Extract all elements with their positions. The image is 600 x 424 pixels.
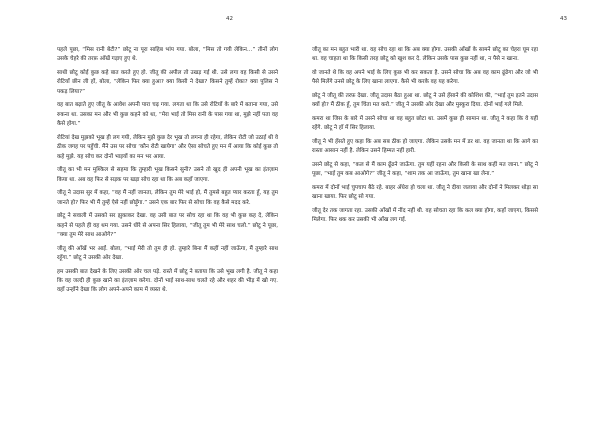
paragraph: साथी छोटू कोई कुछ कहे बात करते हुए हो. जीतू की अपील तो उखड़ गई थी. उसे लगा वह किसी से उसने रोटियाँ छीन ली हों, बोला, “लेकिन फिर क्या हुआ? क्या किसी ने देखा? किसने तुम्हें रोका? क्या पुलिस ने पकड़ लिया?” bbox=[57, 70, 278, 95]
paragraph: जीतू का भी मन मुश्किल से सहमा कि तुम्हारी भूख किसने सुनी? उसने तो खुद ही अपनी भूख का इंतज़ाम किया था. अब वह फिर से सड़क पर खड़ा सोच रहा था कि अब कहाँ जाएगा. bbox=[57, 167, 278, 183]
paragraph: पहले पूछा, “मिस रानी बेटी?” छोटू ना पूरा साहिब भांप गया. बोला, “मिस तो गयी लेकिन…” तीनों लोग उसके चेहरे की तरफ़ आँखें गड़ाए हुए थे. bbox=[57, 47, 278, 63]
paragraph: जीतू की आँखें भर आईं. बोला, “भाई मेरी तो तुम ही हो. तुम्हारे बिना मैं कहीं नहीं जाऊँगा, मैं तुम्हारे साथ रहूँगा.” छोटू ने उसकी ओर देखा. bbox=[57, 245, 278, 262]
paragraph: जीतू ने उदास सुर में कहा, “वह मैं नहीं जानता, लेकिन तुम मेरे भाई हो, मैं तुमसे बहुत प्यार करता हूँ, यह तुम जानते हो? फिर भी मैं तुम्हें ऐसे नहीं छोड़ूँगा.” उसने एक बार फिर से सोचा कि वह कैसे मदद करे. bbox=[57, 190, 278, 206]
paragraph: कमरा में दोनों भाई चुपचाप बैठे रहे. बाहर अँधेरा हो चला था. जीतू ने दीया जलाया और दोनों ने मिलकर थोड़ा सा खाना खाया. फिर छोटू सो गया. bbox=[312, 185, 538, 201]
paragraph: कमरा था जिस के बारे में उसने सोचा था वह बहुत छोटा था. उसमें कुछ ही सामान था. जीतू ने कहा कि वे यहीं रहेंगे. छोटू ने हाँ में सिर हिलाया. bbox=[312, 116, 538, 132]
paragraph: छोटू ने सवाली में उसको सर झुकाकर देखा. वह उसी बात पर सोच रहा था कि वह भी कुछ कह दे, लेकिन कहने से पहले ही वह थम गया. उसने धीरे से अपना सिर हिलाया, “जीतू तुम भी मेरे साथ चलो.” छोटू ने पूछा, “क्या तुम मेरे साथ आओगे?” bbox=[57, 213, 278, 239]
paragraph: रोटियां देख मुझको भूख ही लग गयी, लेकिन मुझे कुछ देर भूख तो लगना ही रहेगा, लेकिन रोटी जो उठाई थी वे ठीक जगह पर पहुँची. मैंने उस पर सोचा ‘कौन रोटी खायेगा’ और ऐसा सोचते हुए मन में आया कि कोई कुछ तो कहे मुझे. यह सोच कर दोनों भाइयों का मन भर आया. bbox=[57, 134, 278, 160]
paragraph: छोटू ने जीतू की तरफ़ देखा. जीतू उदास बैठा हुआ था. छोटू ने उसे हँसाने की कोशिश की, “भाई तुम इतने उदास क्यों हो? मैं ठीक हूँ, तुम चिंता मत करो.” जीतू ने उसकी ओर देखा और मुस्कुरा दिया. दोनों भाई गले मिले. bbox=[312, 93, 538, 109]
right-page-text bbox=[312, 46, 538, 230]
paragraph: जीतू का मन बहुत भारी था. वह सोच रहा था कि अब क्या होगा. उसकी आँखों के सामने छोटू का चेहरा घूम रहा था. वह चाहता था कि किसी तरह छोटू को खुश कर दे. लेकिन उसके पास कुछ नहीं था, न पैसे न खाना. bbox=[312, 47, 538, 63]
paragraph: जीतू देर तक जागता रहा. उसकी आँखों में नींद नहीं थी. वह सोचता रहा कि कल क्या होगा, कहाँ जाएगा, किससे मिलेगा. फिर थक कर उसकी भी आँख लग गई. bbox=[312, 208, 538, 224]
paragraph: जीतू ने भी हँसते हुए कहा कि अब सब ठीक हो जाएगा. लेकिन उसके मन में डर था. वह जानता था कि आगे का रास्ता आसान नहीं है. लेकिन उसने हिम्मत नहीं हारी. bbox=[312, 139, 538, 155]
left-page-text bbox=[57, 46, 278, 300]
paragraph: हम उसकी बात देखने के लिए उसकी ओर चल पड़े. रास्ते में छोटू ने बताया कि उसे भूख लगी है. जीतू ने कहा कि वह जल्दी ही कुछ खाने का इंतज़ाम करेगा. दोनों भाई साथ-साथ चलते रहे और शहर की भीड़ में खो गए. वहाँ उन्होंने देखा कि लोग अपने-अपने काम में व्यस्त थे. bbox=[57, 268, 278, 294]
page-number: 43 bbox=[560, 16, 567, 22]
paragraph: उसने छोटू से कहा, “कल से मैं काम ढूँढने जाऊँगा. तुम यहीं रहना और किसी के साथ कहीं मत जाना.” छोटू ने पूछा, “भाई तुम कब आओगे?” जीतू ने कहा, “शाम तक आ जाऊँगा, तुम खाना खा लेना.” bbox=[312, 162, 538, 178]
paragraph: वह बात बढ़ाते हुए जीतू के आवेश अपनी पारा चढ़ गया. लगता था कि उसे रोटियों के बारे में बताना गया, उसे रुकना था. उसका मन और भी कुछ कहने को था, “मेरा भाई तो मिस रानी के पास गया था, मुझे नहीं पता वह कैसे होगा.” bbox=[57, 102, 278, 128]
paragraph: वो जानते थे कि वह अपने भाई के लिए कुछ भी कर सकता है. उसने सोचा कि अब वह काम ढूंढेगा और जो भी पैसे मिलेंगे उनसे छोटू के लिए खाना लाएगा. कैसे भी करके वह यह करेगा. bbox=[312, 70, 538, 86]
page-number: 42 bbox=[226, 16, 233, 22]
right-page bbox=[300, 0, 600, 424]
